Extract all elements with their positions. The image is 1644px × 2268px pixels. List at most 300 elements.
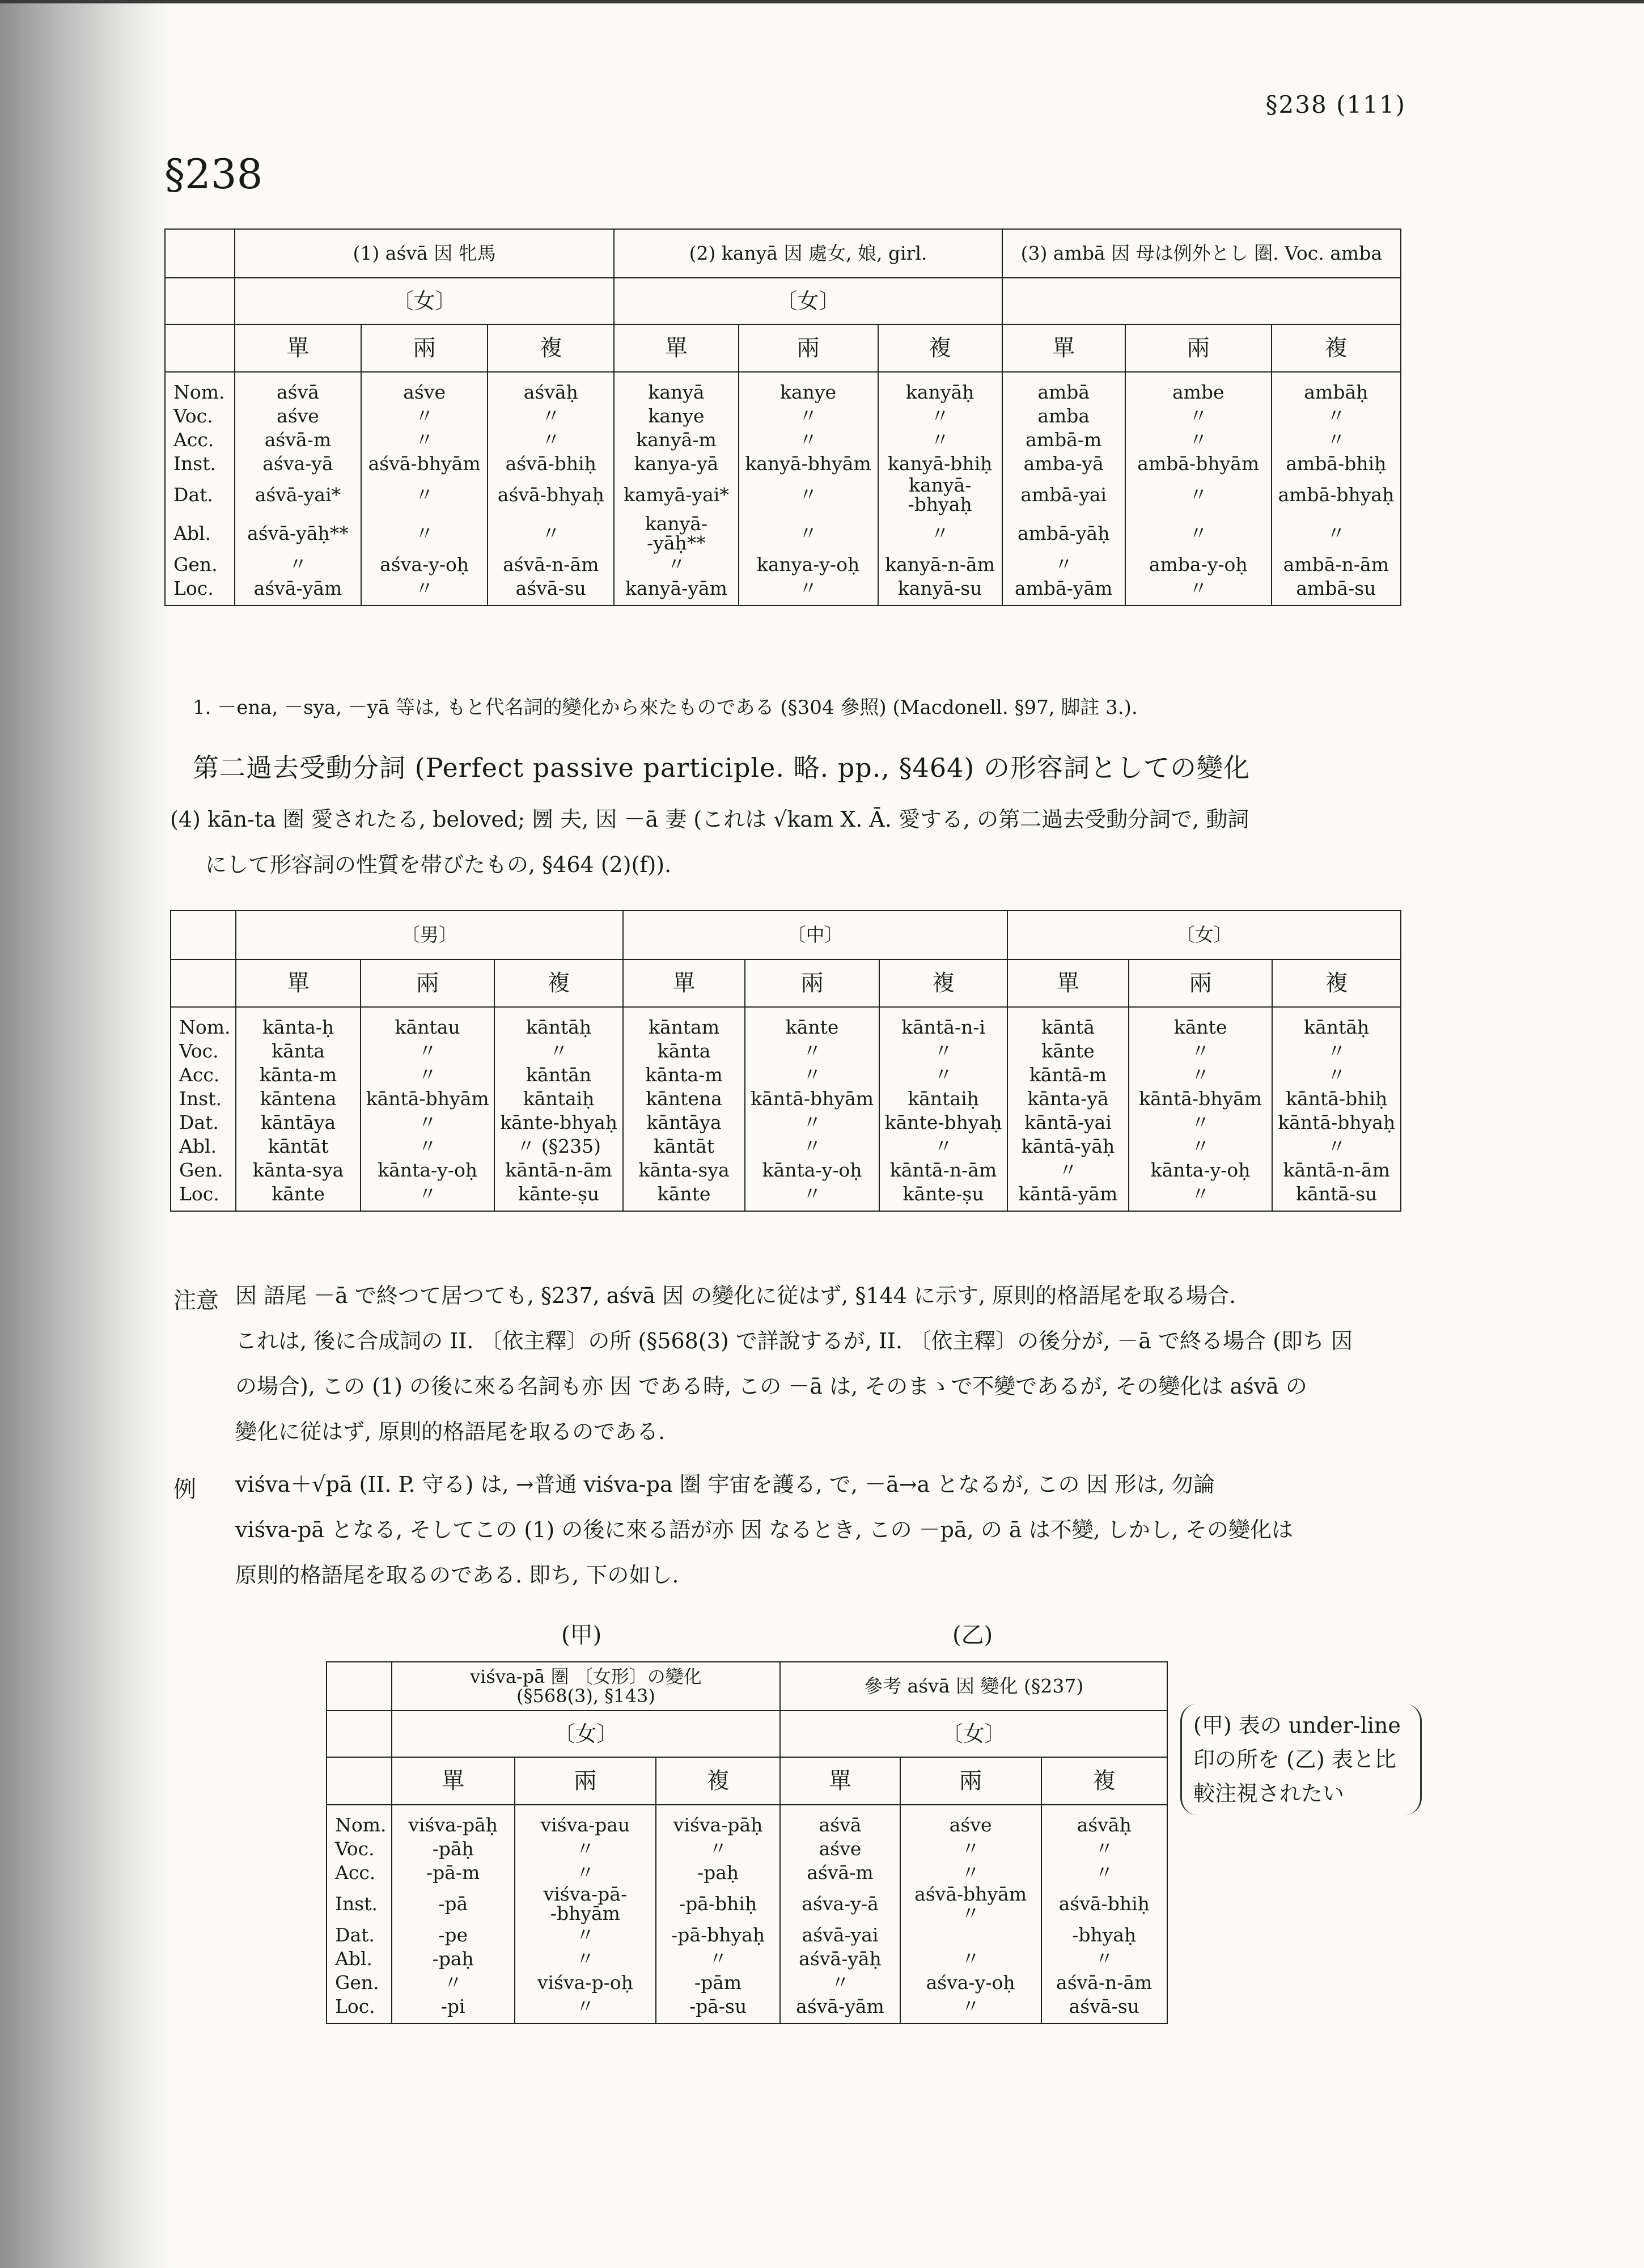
form-cell: aśvā-m [235,428,361,452]
number-header: 複 [488,324,614,372]
form-cell: kānte-bhyaḥ [494,1111,622,1135]
form-cell: ambā-bhyām [1125,452,1272,476]
form-cell: 〃 [361,1063,495,1087]
form-cell: 〃 [879,1063,1007,1087]
form-cell: kāntā-bhyaḥ [1272,1111,1401,1135]
number-header: 兩 [1129,959,1273,1007]
number-header: 單 [235,324,361,372]
form-cell: kāntā-bhyām [745,1087,879,1111]
case-label: Gen. [327,1971,392,1995]
gender-header: 〔中〕 [623,911,1007,959]
table-row [165,428,1401,452]
form-cell: kānte-bhyaḥ [879,1111,1007,1135]
form-cell: ambā-yāḥ [1002,514,1125,553]
form-cell: aśvā-bhiḥ [488,452,614,476]
form-cell: ambā-bhyaḥ [1272,476,1401,514]
footnote: 1. －ena, －sya, －yā 等は, もと代名詞的變化から來たものである (§304 參照) (Macdonell. §97, 脚註 3.). [193,696,1138,719]
form-cell: viśva-pāḥ [656,1805,780,1837]
form-cell: 〃 [1007,1158,1128,1182]
form-cell: 〃 [392,1971,515,1995]
corner-cell [327,1662,392,1711]
number-header: 單 [623,959,745,1007]
form-cell: kanye [614,404,738,428]
form-cell: kāntā-n-ām [494,1158,622,1182]
number-header: 複 [494,959,622,1007]
form-cell: -pām [656,1971,780,1995]
form-cell: kānta-ḥ [236,1007,361,1039]
form-cell: aśva-y-oḥ [900,1971,1041,1995]
form-cell: aśvā-yāḥ** [235,514,361,553]
form-cell: aśve [780,1837,900,1861]
case-label: Gen. [171,1158,236,1182]
form-cell: kāntā-yām [1007,1182,1128,1211]
form-cell: 〃 [1125,428,1272,452]
case-label: Loc. [327,1995,392,2024]
corner-cell [165,278,235,324]
form-cell: kanya-yā [614,452,738,476]
form-cell: kāntā [1007,1007,1128,1039]
case-label: Voc. [327,1837,392,1861]
form-cell: kāntā-n-ām [1272,1158,1401,1182]
form-cell: viśva-pā- -bhyām [515,1885,656,1923]
form-cell: kānta-sya [623,1158,745,1182]
form-cell: 〃 [515,1923,656,1947]
form-cell: kāntaiḥ [494,1087,622,1111]
case-label: Loc. [171,1182,236,1211]
number-header: 單 [392,1757,515,1805]
form-cell: kāntā-bhyām [1129,1087,1273,1111]
form-cell: 〃 [745,1111,879,1135]
case-label: Dat. [327,1923,392,1947]
corner-cell [327,1711,392,1757]
form-cell: 〃 [1125,404,1272,428]
form-cell: aśvā-yām [235,577,361,606]
form-cell: kāntāya [623,1111,745,1135]
form-cell: 〃 (§235) [494,1135,622,1158]
form-cell: kamyā-yai* [614,476,738,514]
form-cell: kānte [623,1182,745,1211]
form-cell [900,1923,1041,1947]
form-cell: 〃 [878,428,1002,452]
form-cell: viśva-pau [515,1805,656,1837]
form-cell: 〃 [361,1135,495,1158]
form-cell: 〃 [1041,1947,1167,1971]
form-cell: kanyā-bhiḥ [878,452,1002,476]
form-cell: 〃 [900,1995,1041,2024]
form-cell: 〃 [488,428,614,452]
form-cell: aśvā-su [1041,1995,1167,2024]
table-row [171,1182,1401,1211]
note-line-4: 變化に従はず, 原則的格語尾を取るのである. [235,1419,666,1444]
table-label-a: (甲) [561,1622,602,1648]
form-cell: 〃 [739,514,878,553]
note-line-3: の場合), この (1) の後に來る名詞も亦 因 である時, この －ā は, そのまゝで不變であるが, その變化は aśvā の [235,1374,1307,1399]
group-header: viśva-pā 圏 〔女形〕の變化 (§568(3), §143) [392,1662,781,1711]
form-cell: kānta [623,1039,745,1063]
form-cell: 〃 [900,1837,1041,1861]
form-cell: kāntā-yāḥ [1007,1135,1128,1158]
table-row [171,1111,1401,1135]
form-cell: kanyā- -yāḥ** [614,514,738,553]
example-label: 例 [173,1476,196,1503]
form-cell: 〃 [488,404,614,428]
form-cell: 〃 [1041,1861,1167,1885]
form-cell: 〃 [515,1861,656,1885]
form-cell: ambāḥ [1272,372,1401,404]
form-cell: 〃 [1002,553,1125,577]
case-label: Gen. [165,553,235,577]
form-cell: aśvāḥ [488,372,614,404]
form-cell: kānta-m [236,1063,361,1087]
form-cell: 〃 [879,1135,1007,1158]
form-cell: aśvā-yai* [235,476,361,514]
form-cell: aśvā-m [780,1861,900,1885]
form-cell: 〃 [745,1135,879,1158]
form-cell: aśvā-n-ām [1041,1971,1167,1995]
table-row [327,1995,1167,2024]
case-label: Acc. [327,1861,392,1885]
case-label: Voc. [171,1039,236,1063]
form-cell: -paḥ [656,1861,780,1885]
table-row [165,372,1401,404]
form-cell: -pā-su [656,1995,780,2024]
form-cell: -pā-bhiḥ [656,1885,780,1923]
case-label: Abl. [327,1947,392,1971]
example-line-3: 原則的格語尾を取るのである. 即ち, 下の如し. [235,1563,679,1588]
table-row [165,404,1401,428]
form-cell: ambā-yai [1002,476,1125,514]
form-cell: kāntena [236,1087,361,1111]
form-cell: kāntāya [236,1111,361,1135]
form-cell: kāntam [623,1007,745,1039]
example-line-1: viśva＋√pā (II. P. 守る) は, →普通 viśva-pa 圏 宇宙を護る, で, －ā→a となるが, この 因 形は, 勿論 [235,1472,1215,1497]
form-cell: kānta-sya [236,1158,361,1182]
group-header: 參考 aśvā 因 變化 (§237) [780,1662,1167,1711]
table-row [171,1039,1401,1063]
form-cell: 〃 [361,1182,495,1211]
case-label: Nom. [165,372,235,404]
form-cell: kāntā-bhiḥ [1272,1087,1401,1111]
form-cell: ambā [1002,372,1125,404]
form-cell: -pe [392,1923,515,1947]
form-cell: kāntāt [236,1135,361,1158]
form-cell: 〃 [739,476,878,514]
form-cell: ambe [1125,372,1272,404]
form-cell: 〃 [739,577,878,606]
form-cell: 〃 [361,428,488,452]
form-cell: 〃 [515,1947,656,1971]
form-cell: aśvā-n-ām [488,553,614,577]
number-header: 兩 [515,1757,656,1805]
form-cell: viśva-pāḥ [392,1805,515,1837]
number-header: 兩 [745,959,879,1007]
number-header: 單 [1002,324,1125,372]
case-label: Voc. [165,404,235,428]
form-cell: 〃 [494,1039,622,1063]
form-cell: kanye [739,372,878,404]
corner-cell [171,959,236,1007]
form-cell: aśvā-yāḥ [780,1947,900,1971]
form-cell: kānta-m [623,1063,745,1087]
table-row [171,1135,1401,1158]
number-header: 單 [236,959,361,1007]
form-cell: 〃 [488,514,614,553]
number-header: 兩 [361,959,495,1007]
table-row [165,514,1401,553]
gender-header: 〔女〕 [392,1711,781,1757]
form-cell: 〃 [878,514,1002,553]
form-cell: ambā-su [1272,577,1401,606]
form-cell: kānte [236,1182,361,1211]
number-header: 複 [1272,324,1401,372]
declension-table-2 [170,910,1401,1212]
table-row [165,577,1401,606]
comparison-table [326,1661,1168,2024]
form-cell: kāntān [494,1063,622,1087]
form-cell: 〃 [745,1039,879,1063]
section-title: §238 [164,150,263,198]
form-cell: 〃 [1129,1063,1273,1087]
form-cell: amba-yā [1002,452,1125,476]
form-cell: 〃 [900,1947,1041,1971]
form-cell: kāntā-n-ām [879,1158,1007,1182]
form-cell: -pā [392,1885,515,1923]
form-cell: aśvā-yām [780,1995,900,2024]
form-cell: aśvā-bhiḥ [1041,1885,1167,1923]
form-cell: kānta-y-oḥ [1129,1158,1273,1182]
form-cell: kanyā-su [878,577,1002,606]
case-label: Acc. [171,1063,236,1087]
form-cell: amba-y-oḥ [1125,553,1272,577]
form-cell: kanya-y-oḥ [739,553,878,577]
form-cell: aśvāḥ [1041,1805,1167,1837]
form-cell: kanyā-n-ām [878,553,1002,577]
case-label: Nom. [171,1007,236,1039]
table-row [165,452,1401,476]
paragraph-4-line-1: (4) kān-ta 圏 愛されたる, beloved; 圐 夫, 因 －ā 妻 (これは √kam X. Ā. 愛する, の第二過去受動分詞で, 動詞 [170,807,1249,832]
case-label: Nom. [327,1805,392,1837]
form-cell: 〃 [515,1995,656,2024]
form-cell: 〃 [1041,1837,1167,1861]
form-cell: 〃 [900,1861,1041,1885]
form-cell: aśva-yā [235,452,361,476]
table-row [165,476,1401,514]
form-cell: 〃 [1272,1135,1401,1158]
number-header: 兩 [361,324,488,372]
form-cell: 〃 [739,428,878,452]
number-header: 複 [879,959,1007,1007]
number-header: 單 [614,324,738,372]
form-cell: aśve [235,404,361,428]
table-row [327,1805,1167,1837]
form-cell: kānte-ṣu [879,1182,1007,1211]
gender-header: 〔女〕 [614,278,1002,324]
form-cell: -pā-m [392,1861,515,1885]
corner-cell [165,229,235,278]
form-cell: viśva-p-oḥ [515,1971,656,1995]
form-cell: 〃 [1125,577,1272,606]
form-cell: kāntena [623,1087,745,1111]
case-label: Acc. [165,428,235,452]
note-label: 注意 [173,1288,219,1314]
form-cell: 〃 [1272,1039,1401,1063]
gender-header [1002,278,1401,324]
form-cell: kānta [236,1039,361,1063]
note-line-1: 因 語尾 －ā で終つて居つても, §237, aśvā 因 の變化に従はず, §144 に示す, 原則的格語尾を取る場合. [235,1283,1236,1308]
form-cell: aśvā-bhyaḥ [488,476,614,514]
form-cell: aśve [900,1805,1041,1837]
example-line-2: viśva-pā となる, そしてこの (1) の後に來る語が亦 因 なるとき, この －pā, の ā は不變, しかし, その變化は [235,1517,1293,1542]
gender-header: 〔女〕 [1007,911,1401,959]
form-cell: 〃 [1272,514,1401,553]
paragraph-4-line-2: にして形容詞の性質を帯びたもの, §464 (2)(f)). [205,852,672,877]
form-cell: 〃 [361,476,488,514]
form-cell: kanyā [614,372,738,404]
form-cell: kānte [1129,1007,1273,1039]
form-cell: 〃 [1129,1111,1273,1135]
number-header: 單 [780,1757,900,1805]
form-cell: aśvā [780,1805,900,1837]
form-cell: kāntāḥ [1272,1007,1401,1039]
table-row [171,1087,1401,1111]
form-cell: kanyā-yām [614,577,738,606]
form-cell: 〃 [1272,428,1401,452]
form-cell: 〃 [361,1111,495,1135]
number-header: 複 [878,324,1002,372]
form-cell: aśvā [235,372,361,404]
form-cell: aśvā-su [488,577,614,606]
case-label: Inst. [165,452,235,476]
form-cell: amba [1002,404,1125,428]
form-cell: 〃 [878,404,1002,428]
number-header: 兩 [1125,324,1272,372]
group-header: (2) kanyā 因 處女, 娘, girl. [614,229,1002,278]
table-row [327,1971,1167,1995]
form-cell: kānta-y-oḥ [361,1158,495,1182]
form-cell: kanyāḥ [878,372,1002,404]
corner-cell [327,1757,392,1805]
form-cell: 〃 [879,1039,1007,1063]
form-cell: 〃 [361,404,488,428]
form-cell: 〃 [1129,1135,1273,1158]
number-header: 複 [1041,1757,1167,1805]
form-cell: 〃 [1125,514,1272,553]
form-cell: kānta-y-oḥ [745,1158,879,1182]
form-cell: kānte [745,1007,879,1039]
table-row [327,1947,1167,1971]
form-cell: 〃 [235,553,361,577]
number-header: 複 [1272,959,1401,1007]
gender-header: 〔女〕 [235,278,615,324]
form-cell: kāntau [361,1007,495,1039]
declension-table-1 [164,229,1401,606]
group-header: (1) aśvā 因 牝馬 [235,229,615,278]
form-cell: kanyā- -bhyaḥ [878,476,1002,514]
form-cell: ambā-n-ām [1272,553,1401,577]
table-row [327,1861,1167,1885]
form-cell: -pā-bhyaḥ [656,1923,780,1947]
note-line-2: これは, 後に合成詞の II. 〔依主釋〕の所 (§568(3) で詳說するが, II. 〔依主釋〕の後分が, －ā で終る場合 (即ち 因 [235,1328,1353,1353]
top-border [0,0,1644,3]
form-cell: ambā-m [1002,428,1125,452]
form-cell: 〃 [780,1971,900,1995]
form-cell: 〃 [1272,1063,1401,1087]
table-row [327,1837,1167,1861]
form-cell: -pi [392,1995,515,2024]
form-cell: -paḥ [392,1947,515,1971]
running-head: §238 (111) [1265,91,1406,119]
form-cell: 〃 [1129,1182,1273,1211]
form-cell: -bhyaḥ [1041,1923,1167,1947]
case-label: Abl. [171,1135,236,1158]
corner-cell [165,324,235,372]
form-cell: kānte [1007,1039,1128,1063]
table-row [327,1923,1167,1947]
case-label: Dat. [171,1111,236,1135]
form-cell: kāntā-m [1007,1063,1128,1087]
form-cell: ambā-bhiḥ [1272,452,1401,476]
form-cell: kāntā-su [1272,1182,1401,1211]
case-label: Abl. [165,514,235,553]
form-cell: aśve [361,372,488,404]
case-label: Dat. [165,476,235,514]
table-row [327,1885,1167,1923]
case-label: Loc. [165,577,235,606]
form-cell: kāntaiḥ [879,1087,1007,1111]
form-cell: aśvā-bhyām 〃 [900,1885,1041,1923]
case-label: Inst. [327,1885,392,1923]
gender-header: 〔女〕 [780,1711,1167,1757]
form-cell: aśva-y-oḥ [361,553,488,577]
form-cell: aśvā-bhyām [361,452,488,476]
group-header: (3) ambā 因 母は例外とし 圏. Voc. amba [1002,229,1401,278]
side-note: (甲) 表の under-line 印の所を (乙) 表と比較注視されたい [1180,1704,1422,1815]
form-cell: 〃 [361,514,488,553]
number-header: 兩 [900,1757,1041,1805]
form-cell: 〃 [515,1837,656,1861]
form-cell: kāntāt [623,1135,745,1158]
corner-cell [171,911,236,959]
form-cell: aśva-y-ā [780,1885,900,1923]
form-cell: 〃 [656,1837,780,1861]
form-cell: 〃 [1129,1039,1273,1063]
table-row [171,1007,1401,1039]
form-cell: 〃 [361,1039,495,1063]
form-cell: kāntāḥ [494,1007,622,1039]
form-cell: 〃 [739,404,878,428]
table-row [171,1158,1401,1182]
form-cell: kāntā-yai [1007,1111,1128,1135]
case-label: Inst. [171,1087,236,1111]
number-header: 複 [656,1757,780,1805]
form-cell: 〃 [656,1947,780,1971]
form-cell: -pāḥ [392,1837,515,1861]
table-row [165,553,1401,577]
form-cell: kānta-yā [1007,1087,1128,1111]
page-edge-shadow [0,0,170,2268]
number-header: 兩 [739,324,878,372]
form-cell: 〃 [614,553,738,577]
form-cell: 〃 [1125,476,1272,514]
form-cell: 〃 [745,1182,879,1211]
form-cell: kāntā-bhyām [361,1087,495,1111]
form-cell: 〃 [1272,404,1401,428]
form-cell: ambā-yām [1002,577,1125,606]
form-cell: 〃 [361,577,488,606]
gender-header: 〔男〕 [236,911,622,959]
table-label-b: (乙) [952,1622,993,1648]
form-cell: 〃 [745,1063,879,1087]
